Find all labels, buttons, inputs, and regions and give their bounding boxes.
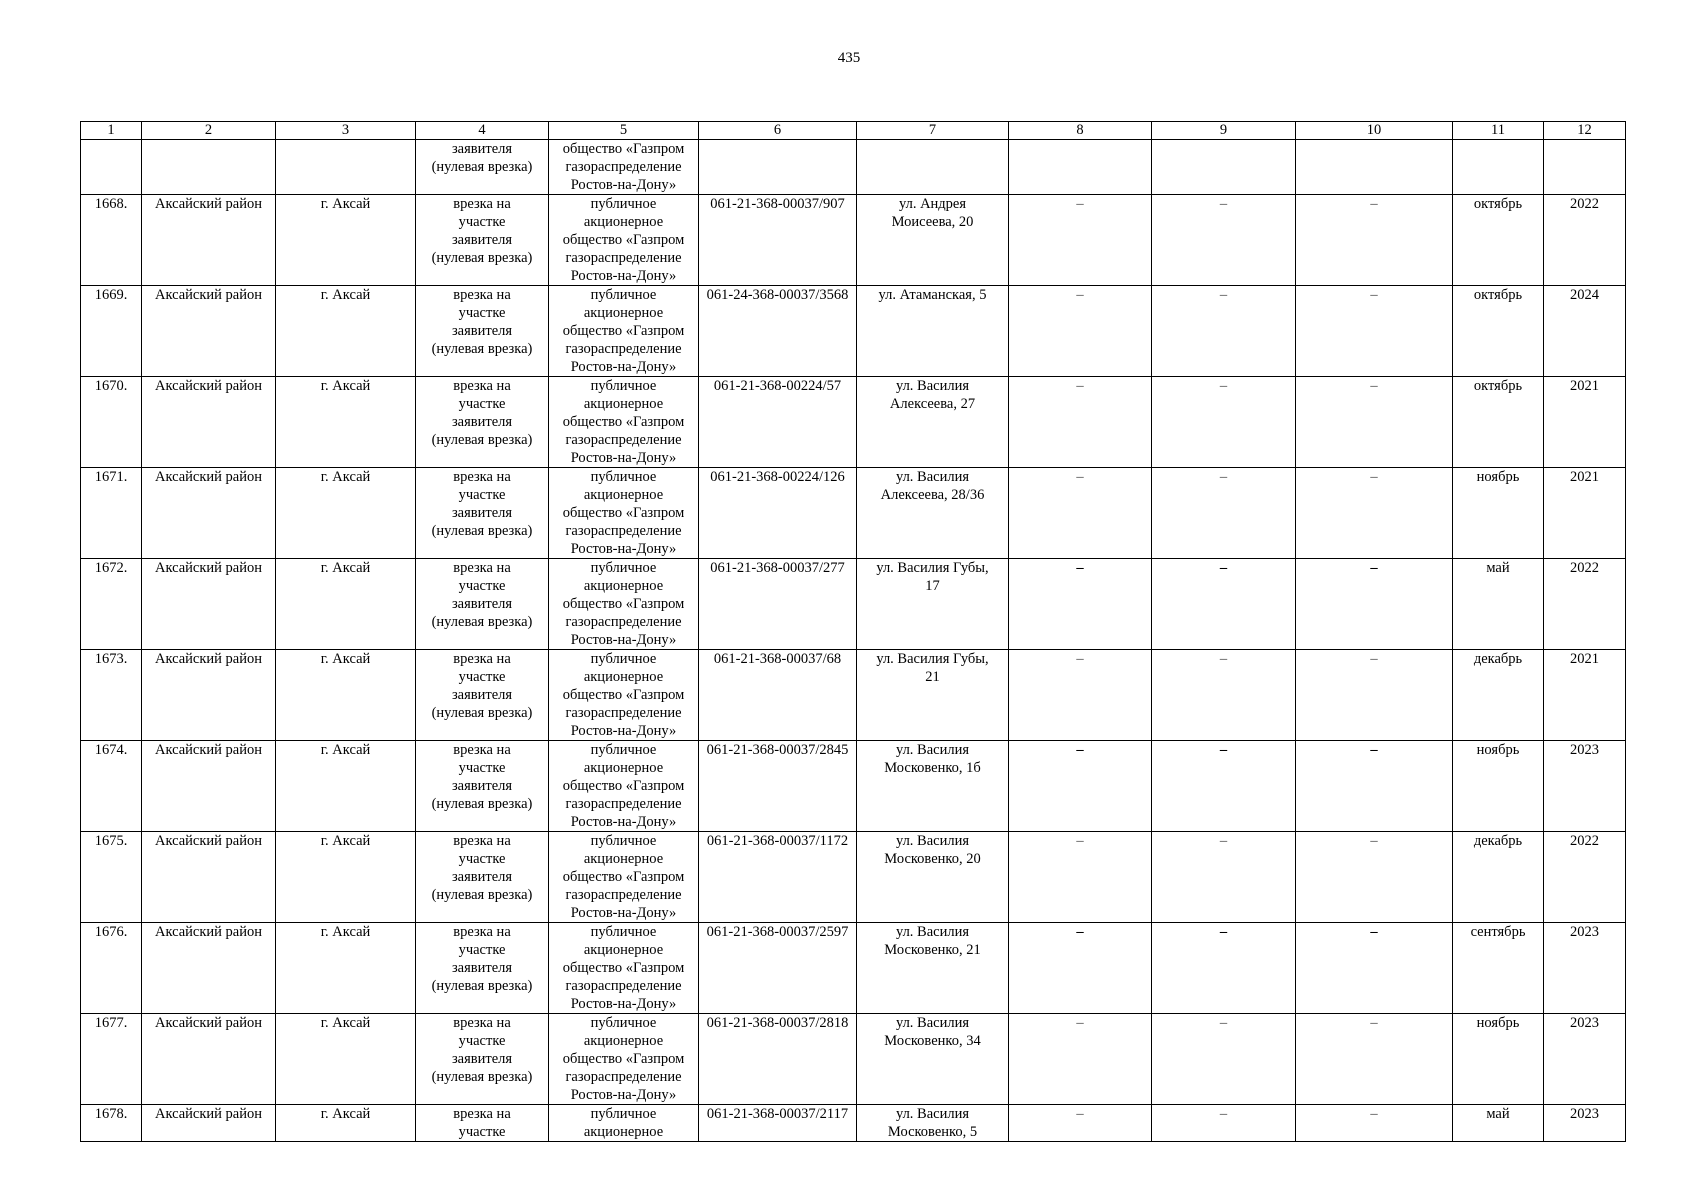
cell-col10: – [1296,468,1453,559]
cell-col8: – [1009,377,1152,468]
cell-registry-number: 061-21-368-00224/126 [699,468,857,559]
cell-connection-type: врезка на участке заявителя (нулевая врезка) [416,1014,549,1105]
cell-col8: – [1009,559,1152,650]
cell-row-number: 1676. [81,923,142,1014]
cell-col9: – [1152,559,1296,650]
cell-empty [276,140,416,195]
cell-connection-type: заявителя (нулевая врезка) [416,140,549,195]
cell-row-number: 1671. [81,468,142,559]
cell-empty [1009,140,1152,195]
cell-settlement: г. Аксай [276,1105,416,1142]
cell-row-number: 1672. [81,559,142,650]
cell-operator: публичное акционерное общество «Газпром газораспределение Ростов-на-Дону» [549,559,699,650]
cell-row-number: 1677. [81,1014,142,1105]
cell-row-number: 1675. [81,832,142,923]
cell-col9: – [1152,741,1296,832]
cell-operator: публичное акционерное общество «Газпром газораспределение Ростов-на-Дону» [549,195,699,286]
cell-row-number: 1669. [81,286,142,377]
cell-connection-type: врезка на участке заявителя (нулевая врезка) [416,650,549,741]
table-row [81,1014,1626,1105]
column-header: 8 [1009,122,1152,140]
cell-year: 2023 [1544,1105,1626,1142]
column-header: 10 [1296,122,1453,140]
cell-address: ул. Василия Московенко, 21 [857,923,1009,1014]
cell-connection-type: врезка на участке заявителя (нулевая врезка) [416,286,549,377]
cell-settlement: г. Аксай [276,1014,416,1105]
cell-connection-type: врезка на участке заявителя (нулевая врезка) [416,923,549,1014]
cell-col8: – [1009,923,1152,1014]
cell-col8: – [1009,195,1152,286]
cell-empty [142,140,276,195]
cell-col9: – [1152,832,1296,923]
cell-year: 2022 [1544,559,1626,650]
cell-district: Аксайский район [142,923,276,1014]
cell-connection-type: врезка на участке заявителя (нулевая врезка) [416,195,549,286]
cell-month: ноябрь [1453,741,1544,832]
column-header: 3 [276,122,416,140]
cell-year: 2021 [1544,377,1626,468]
cell-month: октябрь [1453,377,1544,468]
cell-district: Аксайский район [142,1105,276,1142]
column-header: 9 [1152,122,1296,140]
cell-col8: – [1009,1105,1152,1142]
cell-row-number: 1668. [81,195,142,286]
cell-col8: – [1009,1014,1152,1105]
table-row [81,1105,1626,1142]
cell-connection-type: врезка на участке заявителя (нулевая врезка) [416,741,549,832]
table-row [81,377,1626,468]
cell-registry-number: 061-21-368-00224/57 [699,377,857,468]
cell-col8: – [1009,650,1152,741]
cell-row-number: 1673. [81,650,142,741]
cell-col9: – [1152,650,1296,741]
cell-col10: – [1296,741,1453,832]
cell-connection-type: врезка на участке заявителя (нулевая врезка) [416,832,549,923]
cell-col9: – [1152,377,1296,468]
cell-address: ул. Василия Московенко, 34 [857,1014,1009,1105]
cell-month: май [1453,559,1544,650]
cell-district: Аксайский район [142,741,276,832]
table-row [81,195,1626,286]
cell-col10: – [1296,286,1453,377]
cell-operator: публичное акционерное общество «Газпром газораспределение Ростов-на-Дону» [549,923,699,1014]
cell-registry-number: 061-21-368-00037/2117 [699,1105,857,1142]
column-header: 5 [549,122,699,140]
cell-operator: публичное акционерное общество «Газпром газораспределение Ростов-на-Дону» [549,377,699,468]
cell-settlement: г. Аксай [276,559,416,650]
cell-row-number: 1670. [81,377,142,468]
cell-registry-number: 061-21-368-00037/277 [699,559,857,650]
cell-address: ул. Василия Московенко, 20 [857,832,1009,923]
cell-operator: публичное акционерное общество «Газпром газораспределение Ростов-на-Дону» [549,286,699,377]
cell-year: 2023 [1544,741,1626,832]
cell-month: декабрь [1453,832,1544,923]
column-header: 2 [142,122,276,140]
cell-address: ул. Василия Алексеева, 27 [857,377,1009,468]
cell-col10: – [1296,377,1453,468]
cell-empty [1544,140,1626,195]
column-header: 6 [699,122,857,140]
table-row [81,286,1626,377]
column-header: 11 [1453,122,1544,140]
cell-connection-type: врезка на участке заявителя (нулевая врезка) [416,377,549,468]
cell-col9: – [1152,1014,1296,1105]
cell-empty [1453,140,1544,195]
table-row [81,832,1626,923]
table-row [81,559,1626,650]
cell-settlement: г. Аксай [276,650,416,741]
cell-col10: – [1296,1105,1453,1142]
column-header: 4 [416,122,549,140]
cell-col10: – [1296,1014,1453,1105]
cell-registry-number: 061-24-368-00037/3568 [699,286,857,377]
cell-district: Аксайский район [142,650,276,741]
cell-operator: публичное акционерное общество «Газпром газораспределение Ростов-на-Дону» [549,741,699,832]
column-header: 1 [81,122,142,140]
column-number-row [81,122,1626,140]
cell-district: Аксайский район [142,1014,276,1105]
cell-col8: – [1009,468,1152,559]
column-header: 7 [857,122,1009,140]
cell-empty [1152,140,1296,195]
cell-district: Аксайский район [142,377,276,468]
cell-district: Аксайский район [142,468,276,559]
cell-col10: – [1296,195,1453,286]
cell-address: ул. Василия Губы, 17 [857,559,1009,650]
cell-district: Аксайский район [142,195,276,286]
cell-year: 2023 [1544,1014,1626,1105]
cell-col9: – [1152,1105,1296,1142]
cell-month: ноябрь [1453,468,1544,559]
cell-row-number: 1674. [81,741,142,832]
continuation-row [81,140,1626,195]
cell-registry-number: 061-21-368-00037/2845 [699,741,857,832]
cell-settlement: г. Аксай [276,377,416,468]
cell-year: 2024 [1544,286,1626,377]
cell-month: сентябрь [1453,923,1544,1014]
cell-settlement: г. Аксай [276,741,416,832]
cell-operator: общество «Газпром газораспределение Ростов-на-Дону» [549,140,699,195]
table-row [81,741,1626,832]
cell-col8: – [1009,832,1152,923]
cell-year: 2021 [1544,650,1626,741]
cell-empty [81,140,142,195]
cell-month: май [1453,1105,1544,1142]
cell-col9: – [1152,923,1296,1014]
table-row [81,468,1626,559]
table-row [81,923,1626,1014]
cell-year: 2022 [1544,832,1626,923]
cell-empty [857,140,1009,195]
cell-empty [1296,140,1453,195]
cell-col8: – [1009,286,1152,377]
cell-row-number: 1678. [81,1105,142,1142]
cell-col9: – [1152,195,1296,286]
gas-connection-table [80,121,1626,1142]
cell-settlement: г. Аксай [276,195,416,286]
cell-operator: публичное акционерное общество «Газпром газораспределение Ростов-на-Дону» [549,832,699,923]
cell-month: ноябрь [1453,1014,1544,1105]
cell-registry-number: 061-21-368-00037/2597 [699,923,857,1014]
table-row [81,650,1626,741]
cell-operator: публичное акционерное общество «Газпром газораспределение Ростов-на-Дону» [549,650,699,741]
cell-address: ул. Андрея Моисеева, 20 [857,195,1009,286]
cell-col10: – [1296,650,1453,741]
cell-connection-type: врезка на участке заявителя (нулевая врезка) [416,559,549,650]
cell-col10: – [1296,559,1453,650]
cell-col9: – [1152,468,1296,559]
cell-registry-number: 061-21-368-00037/2818 [699,1014,857,1105]
cell-year: 2022 [1544,195,1626,286]
cell-connection-type: врезка на участке заявителя (нулевая врезка) [416,468,549,559]
cell-operator: публичное акционерное [549,1105,699,1142]
cell-registry-number: 061-21-368-00037/1172 [699,832,857,923]
cell-address: ул. Василия Московенко, 5 [857,1105,1009,1142]
cell-address: ул. Василия Губы, 21 [857,650,1009,741]
cell-empty [699,140,857,195]
cell-registry-number: 061-21-368-00037/68 [699,650,857,741]
cell-operator: публичное акционерное общество «Газпром газораспределение Ростов-на-Дону» [549,468,699,559]
cell-district: Аксайский район [142,559,276,650]
cell-month: октябрь [1453,286,1544,377]
cell-col9: – [1152,286,1296,377]
cell-year: 2021 [1544,468,1626,559]
column-header: 12 [1544,122,1626,140]
cell-year: 2023 [1544,923,1626,1014]
cell-month: октябрь [1453,195,1544,286]
cell-col10: – [1296,923,1453,1014]
cell-col8: – [1009,741,1152,832]
cell-col10: – [1296,832,1453,923]
cell-month: декабрь [1453,650,1544,741]
cell-district: Аксайский район [142,286,276,377]
cell-district: Аксайский район [142,832,276,923]
cell-settlement: г. Аксай [276,286,416,377]
cell-address: ул. Василия Алексеева, 28/36 [857,468,1009,559]
cell-registry-number: 061-21-368-00037/907 [699,195,857,286]
cell-address: ул. Василия Московенко, 1б [857,741,1009,832]
cell-settlement: г. Аксай [276,468,416,559]
cell-connection-type: врезка на участке [416,1105,549,1142]
cell-operator: публичное акционерное общество «Газпром газораспределение Ростов-на-Дону» [549,1014,699,1105]
cell-address: ул. Атаманская, 5 [857,286,1009,377]
cell-settlement: г. Аксай [276,832,416,923]
page-number: 435 [837,50,861,66]
cell-settlement: г. Аксай [276,923,416,1014]
